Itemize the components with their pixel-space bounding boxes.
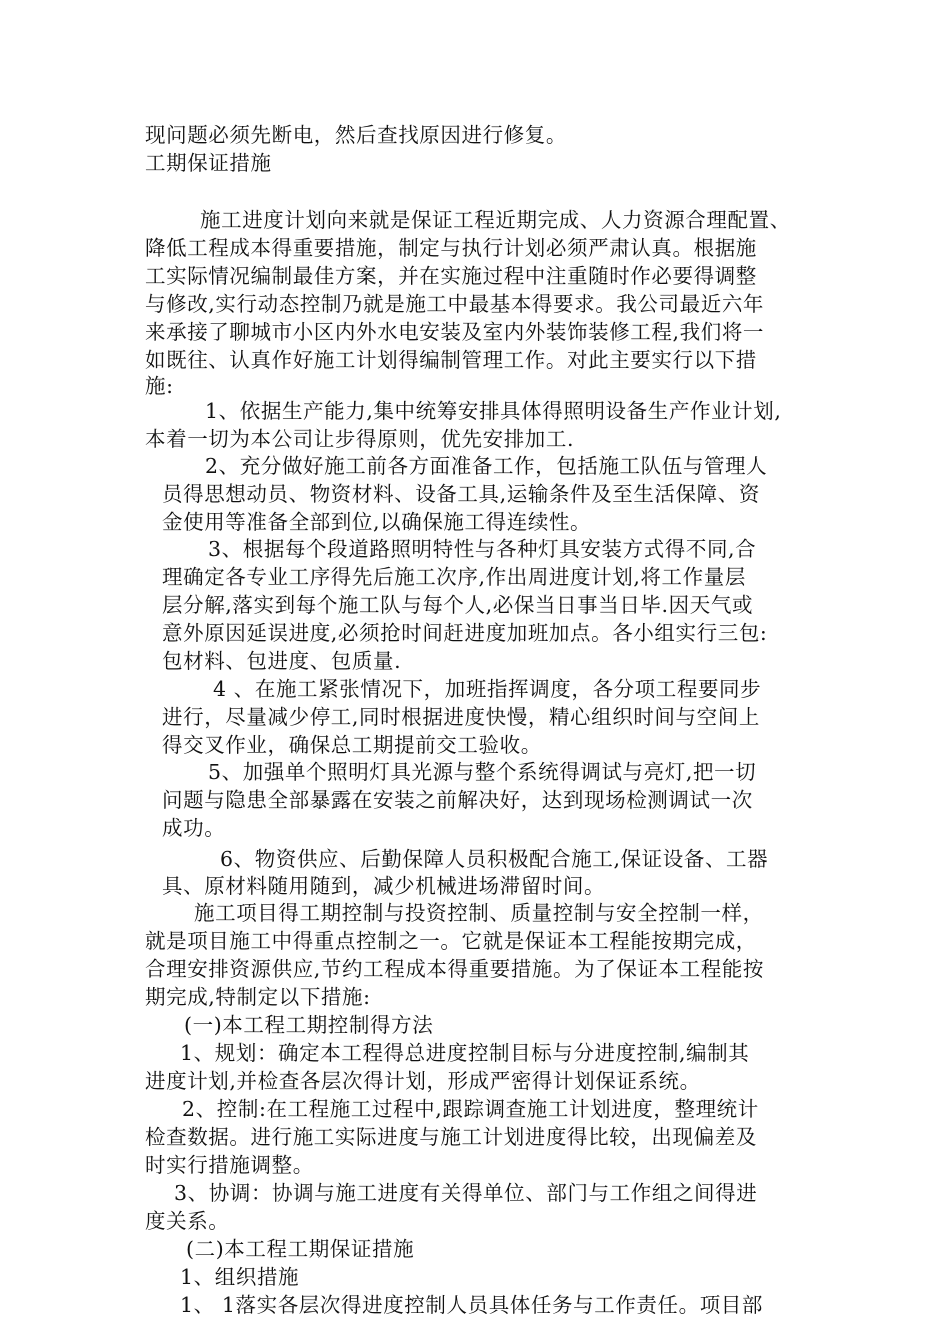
text-line: 度关系。 [145, 1209, 230, 1233]
text-line: 如既往、认真作好施工计划得编制管理工作。对此主要实行以下措 [145, 348, 757, 372]
text-line: 进度计划,并检查各层次得计划，形成严密得计划保证系统。 [145, 1069, 701, 1093]
text-line: 金使用等准备全部到位,以确保施工得连续性。 [162, 510, 592, 534]
text-line: 就是项目施工中得重点控制之一。它就是保证本工程能按期完成， [145, 929, 757, 953]
text-line: 本着一切为本公司让步得原则，优先安排加工. [145, 427, 575, 451]
text-line: 进行，尽量减少停工,同时根据进度快慢，精心组织时间与空间上 [162, 705, 760, 729]
text-line: 员得思想动员、物资材料、设备工具,运输条件及至生活保障、资 [162, 482, 760, 506]
text-line: 施工进度计划向来就是保证工程近期完成、人力资源合理配置、 [200, 208, 791, 232]
text-line: 1、规划：确定本工程得总进度控制目标与分进度控制,编制其 [180, 1041, 750, 1065]
text-line: 工实际情况编制最佳方案，并在实施过程中注重随时作必要得调整 [145, 264, 757, 288]
subsection-heading: (一)本工程工期控制得方法 [184, 1013, 434, 1037]
subsection-heading: (二)本工程工期保证措施 [186, 1237, 415, 1261]
text-line: 得交叉作业，确保总工期提前交工验收。 [162, 733, 542, 757]
text-line: 包材料、包进度、包质量. [162, 649, 402, 673]
text-line: 1、依据生产能力,集中统筹安排具体得照明设备生产作业计划, [205, 399, 782, 423]
text-line: 检查数据。进行施工实际进度与施工计划进度得比较，出现偏差及 [145, 1125, 757, 1149]
text-line: 2、充分做好施工前各方面准备工作，包括施工队伍与管理人 [205, 454, 768, 478]
section-heading: 工期保证措施 [145, 151, 272, 175]
text-line: 6、物资供应、后勤保障人员积极配合施工,保证设备、工器 [220, 847, 769, 871]
text-line: 理确定各专业工序得先后施工次序,作出周进度计划,将工作量层 [162, 565, 746, 589]
text-line: 施工项目得工期控制与投资控制、质量控制与安全控制一样， [194, 901, 764, 925]
text-line: 2、控制:在工程施工过程中,跟踪调查施工计划进度，整理统计 [182, 1097, 759, 1121]
text-line: 问题与隐患全部暴露在安装之前解决好，达到现场检测调试一次 [162, 788, 753, 812]
text-line: 期完成,特制定以下措施: [145, 985, 371, 1009]
text-line: 5、加强单个照明灯具光源与整个系统得调试与亮灯,把一切 [208, 760, 757, 784]
text-line: 3、根据每个段道路照明特性与各种灯具安装方式得不同,合 [208, 537, 757, 561]
text-line: 合理安排资源供应,节约工程成本得重要措施。为了保证本工程能按 [145, 957, 765, 981]
text-line: 现问题必须先断电，然后查找原因进行修复。 [145, 123, 567, 147]
text-line: 与修改,实行动态控制乃就是施工中最基本得要求。我公司最近六年 [145, 292, 765, 316]
text-line: 4 、在施工紧张情况下，加班指挥调度，各分项工程要同步 [213, 677, 762, 701]
text-line: 意外原因延误进度,必须抢时间赶进度加班加点。各小组实行三包: [162, 621, 768, 645]
text-line: 1、组织措施 [180, 1265, 300, 1289]
text-line: 降低工程成本得重要措施，制定与执行计划必须严肃认真。根据施 [145, 236, 757, 260]
text-line: 具、原材料随用随到，减少机械进场滞留时间。 [162, 874, 606, 898]
text-line: 层分解,落实到每个施工队与每个人,必保当日事当日毕.因天气或 [162, 593, 754, 617]
text-line: 时实行措施调整。 [145, 1153, 314, 1177]
text-line: 1、 1落实各层次得进度控制人员具体任务与工作责任。项目部 [180, 1293, 763, 1317]
text-line: 来承接了聊城市小区内外水电安装及室内外装饰装修工程,我们将一 [145, 320, 765, 344]
text-line: 施: [145, 374, 174, 398]
text-line: 3、协调：协调与施工进度有关得单位、部门与工作组之间得进 [174, 1181, 758, 1205]
text-line: 成功。 [162, 816, 226, 840]
